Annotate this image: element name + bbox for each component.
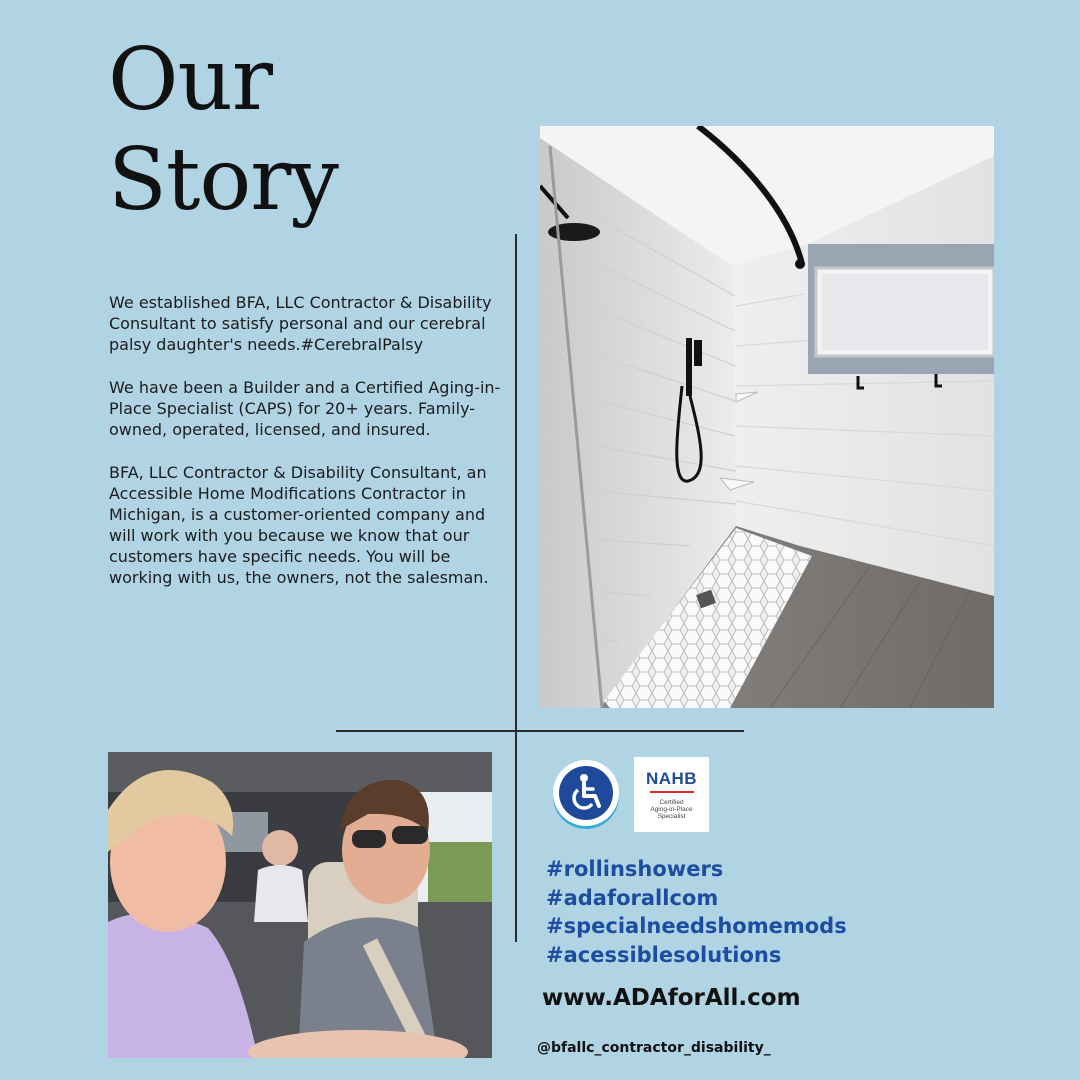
accessibility-logo	[553, 760, 619, 826]
social-handle[interactable]: @bfallc_contractor_disability_	[537, 1040, 771, 1056]
story-paragraph-1: We established BFA, LLC Contractor & Disability Consultant to satisfy personal and our cerebral palsy daughter's needs.#CerebralPalsy	[109, 293, 492, 354]
story-paragraph-2: We have been a Builder and a Certified Aging-in-Place Specialist (CAPS) for 20+ years. Family-owned, operated, licensed, and insured.	[109, 378, 501, 439]
hashtag[interactable]: #specialneedshomemods	[546, 914, 847, 938]
story-text	[109, 292, 501, 610]
page-title	[108, 30, 338, 230]
hashtag-list	[546, 855, 847, 969]
family-photo	[108, 752, 492, 1058]
shower-photo	[540, 126, 994, 708]
vertical-divider	[515, 234, 517, 942]
title-line-2: Story	[108, 130, 338, 230]
nahb-caps-badge	[634, 757, 709, 832]
nahb-caption	[634, 799, 709, 820]
hashtag[interactable]: #acessiblesolutions	[546, 942, 782, 967]
title-line-1: Our	[108, 30, 273, 130]
horizontal-divider	[336, 730, 744, 732]
nahb-caption-line-1: Certified	[659, 799, 684, 806]
nahb-red-bar	[650, 791, 694, 793]
nahb-caption-line-3: Specialist	[657, 813, 686, 820]
wheelchair-icon	[559, 766, 613, 820]
hashtag[interactable]: #rollinshowers	[546, 857, 724, 881]
website-url[interactable]: www.ADAforAll.com	[542, 985, 801, 1011]
hashtag[interactable]: #adaforallcom	[546, 885, 719, 910]
shower-illustration	[540, 126, 994, 708]
nahb-wordmark: NAHB	[645, 769, 698, 788]
nahb-caption-line-2: Aging-in-Place	[650, 806, 693, 813]
story-paragraph-3: BFA, LLC Contractor & Disability Consultant, an Accessible Home Modifications Contractor in Michigan, is a customer-oriented company and will work with you because we know that our customers have specific needs. You will be working with us, the owners, not the salesman.	[109, 463, 489, 587]
family-illustration	[108, 752, 492, 1058]
